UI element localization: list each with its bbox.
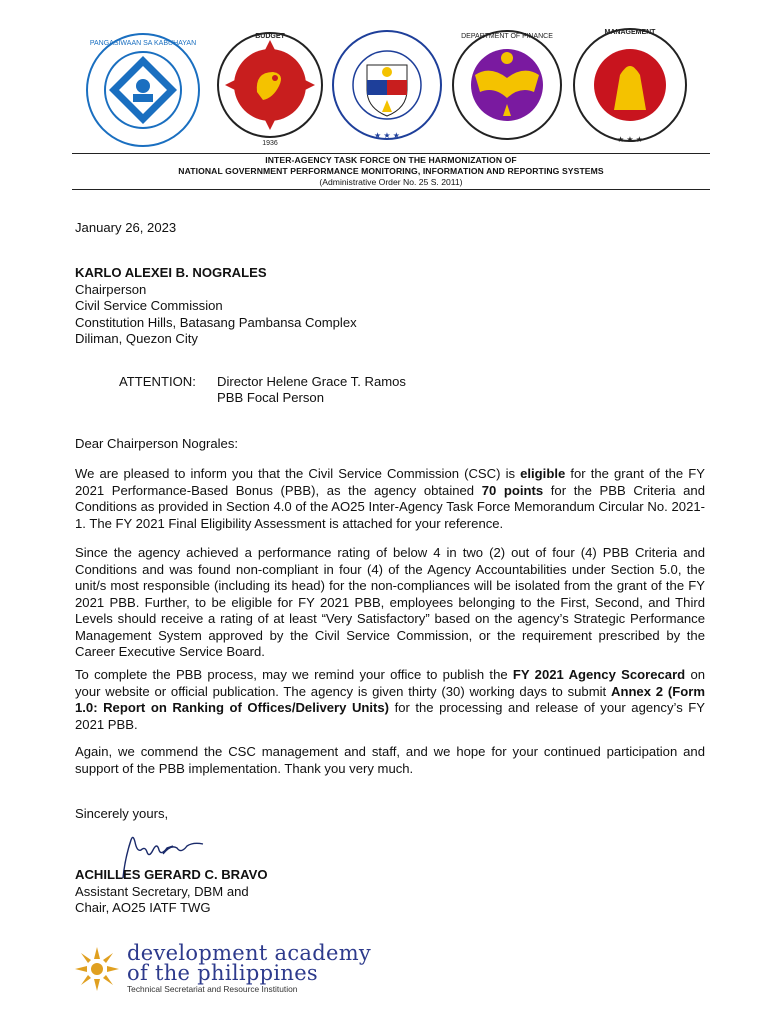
attention-name: Director Helene Grace T. Ramos	[217, 374, 406, 389]
department-of-finance-seal	[450, 20, 565, 150]
header-line-2: NATIONAL GOVERNMENT PERFORMANCE MONITORING, INFORMATION AND REPORTING SYSTEMS	[178, 166, 604, 176]
svg-text:DEPARTMENT OF FINANCE: DEPARTMENT OF FINANCE	[461, 33, 553, 40]
dbm-seal	[215, 20, 325, 150]
svg-text:MANAGEMENT: MANAGEMENT	[604, 29, 656, 36]
attention-role: PBB Focal Person	[217, 390, 324, 405]
recipient-address-2: Diliman, Quezon City	[75, 331, 198, 346]
header-line-1: INTER-AGENCY TASK FORCE ON THE HARMONIZATION OF	[265, 155, 517, 165]
svg-text:★ ★ ★: ★ ★ ★	[374, 131, 400, 140]
recipient-block	[75, 265, 705, 348]
svg-text:1936: 1936	[262, 140, 278, 147]
attention-label: ATTENTION:	[119, 374, 196, 389]
header-seals	[0, 20, 770, 155]
svg-text:★ ★ ★: ★ ★ ★	[617, 135, 643, 144]
p1-text-c: for the grant of the FY 2021 Performance-Based Bonus (PBB), as the agency obtained	[75, 466, 705, 498]
presidential-management-staff-seal	[570, 20, 690, 150]
p1-points: 70 points	[481, 482, 544, 498]
p3-text-a: To complete the PBB process, may we remind your office to publish the	[75, 667, 513, 682]
header-rule-top	[72, 153, 710, 154]
dap-name-line-1: development academy	[127, 941, 372, 965]
p1-eligible: eligible	[520, 466, 566, 481]
p3-text-c: on your website or official publication. The agency is given thirty (30) working days to submit	[75, 667, 706, 699]
svg-text:BUDGET: BUDGET	[255, 33, 285, 40]
closing: Sincerely yours,	[75, 806, 169, 821]
p3-scorecard: FY 2021 Agency Scorecard	[512, 667, 686, 682]
recipient-address-1: Constitution Hills, Batasang Pambansa Complex	[75, 314, 357, 330]
header-rule-bottom	[72, 189, 710, 190]
paragraph-1	[75, 466, 705, 532]
pangasiwaan-seal	[73, 30, 213, 150]
recipient-org: Civil Service Commission	[75, 298, 223, 313]
signatory-name: ACHILLES GERARD C. BRAVO	[75, 867, 268, 882]
recipient-name: KARLO ALEXEI B. NOGRALES	[75, 265, 267, 280]
header-line-3: (Administrative Order No. 25 S. 2011)	[319, 177, 463, 187]
p1-text-e: for the PBB Criteria and Conditions as provided in Section 4.0 of the AO25 Inter-Agency Task Force Memorandum Circular No. 2021-1. The FY 2021 Final Eligibility Assessment is attached for your reference.	[75, 482, 705, 531]
paragraph-3	[75, 667, 705, 733]
p3-annex: Annex 2 (Form 1.0: Report on Ranking of Offices/Delivery Units)	[75, 683, 705, 715]
recipient-title: Chairperson	[75, 281, 147, 297]
p1-text-a: We are pleased to inform you that the Civil Service Commission (CSC) is	[75, 466, 521, 481]
office-of-the-president-seal	[330, 20, 445, 150]
dap-name-line-2: of the philippines	[127, 961, 319, 985]
letter-date: January 26, 2023	[75, 220, 177, 235]
paragraph-4: Again, we commend the CSC management and staff, and we hope for your continued participation and support of the PBB implementation. Thank you very much.	[75, 744, 705, 776]
svg-text:PANGASIWAAN SA KABUHAYAN: PANGASIWAAN SA KABUHAYAN	[89, 40, 197, 47]
signatory-title-1: Assistant Secretary, DBM and	[75, 883, 249, 899]
p3-text-e: for the processing and release of your agency’s FY 2021 PBB.	[75, 700, 705, 732]
dap-subtitle: Technical Secretariat and Resource Institution	[127, 984, 298, 994]
paragraph-2: Since the agency achieved a performance rating of below 4 in two (2) out of four (4) PBB Criteria and Conditions and was found non-compliant in four (4) of the Agency Accountabilities under Section 5.0, the unit/s most responsible (including its head) for the non-compliances will be isolated from the grant of the FY 2021 PBB. Further, to be eligible for FY 2021 PBB, employees belonging to the First, Second, and Third Levels should receive a rating of at least “Very Satisfactory” based on the agency’s Strategic Performance Management System approved by the Civil Service Commission, or the requirement prescribed by the Career Executive Service Board.	[75, 545, 705, 659]
dap-logo-icon	[73, 945, 121, 993]
salutation: Dear Chairperson Nograles:	[75, 436, 239, 451]
signatory-block	[75, 867, 705, 917]
signatory-title-2: Chair, AO25 IATF TWG	[75, 900, 211, 915]
